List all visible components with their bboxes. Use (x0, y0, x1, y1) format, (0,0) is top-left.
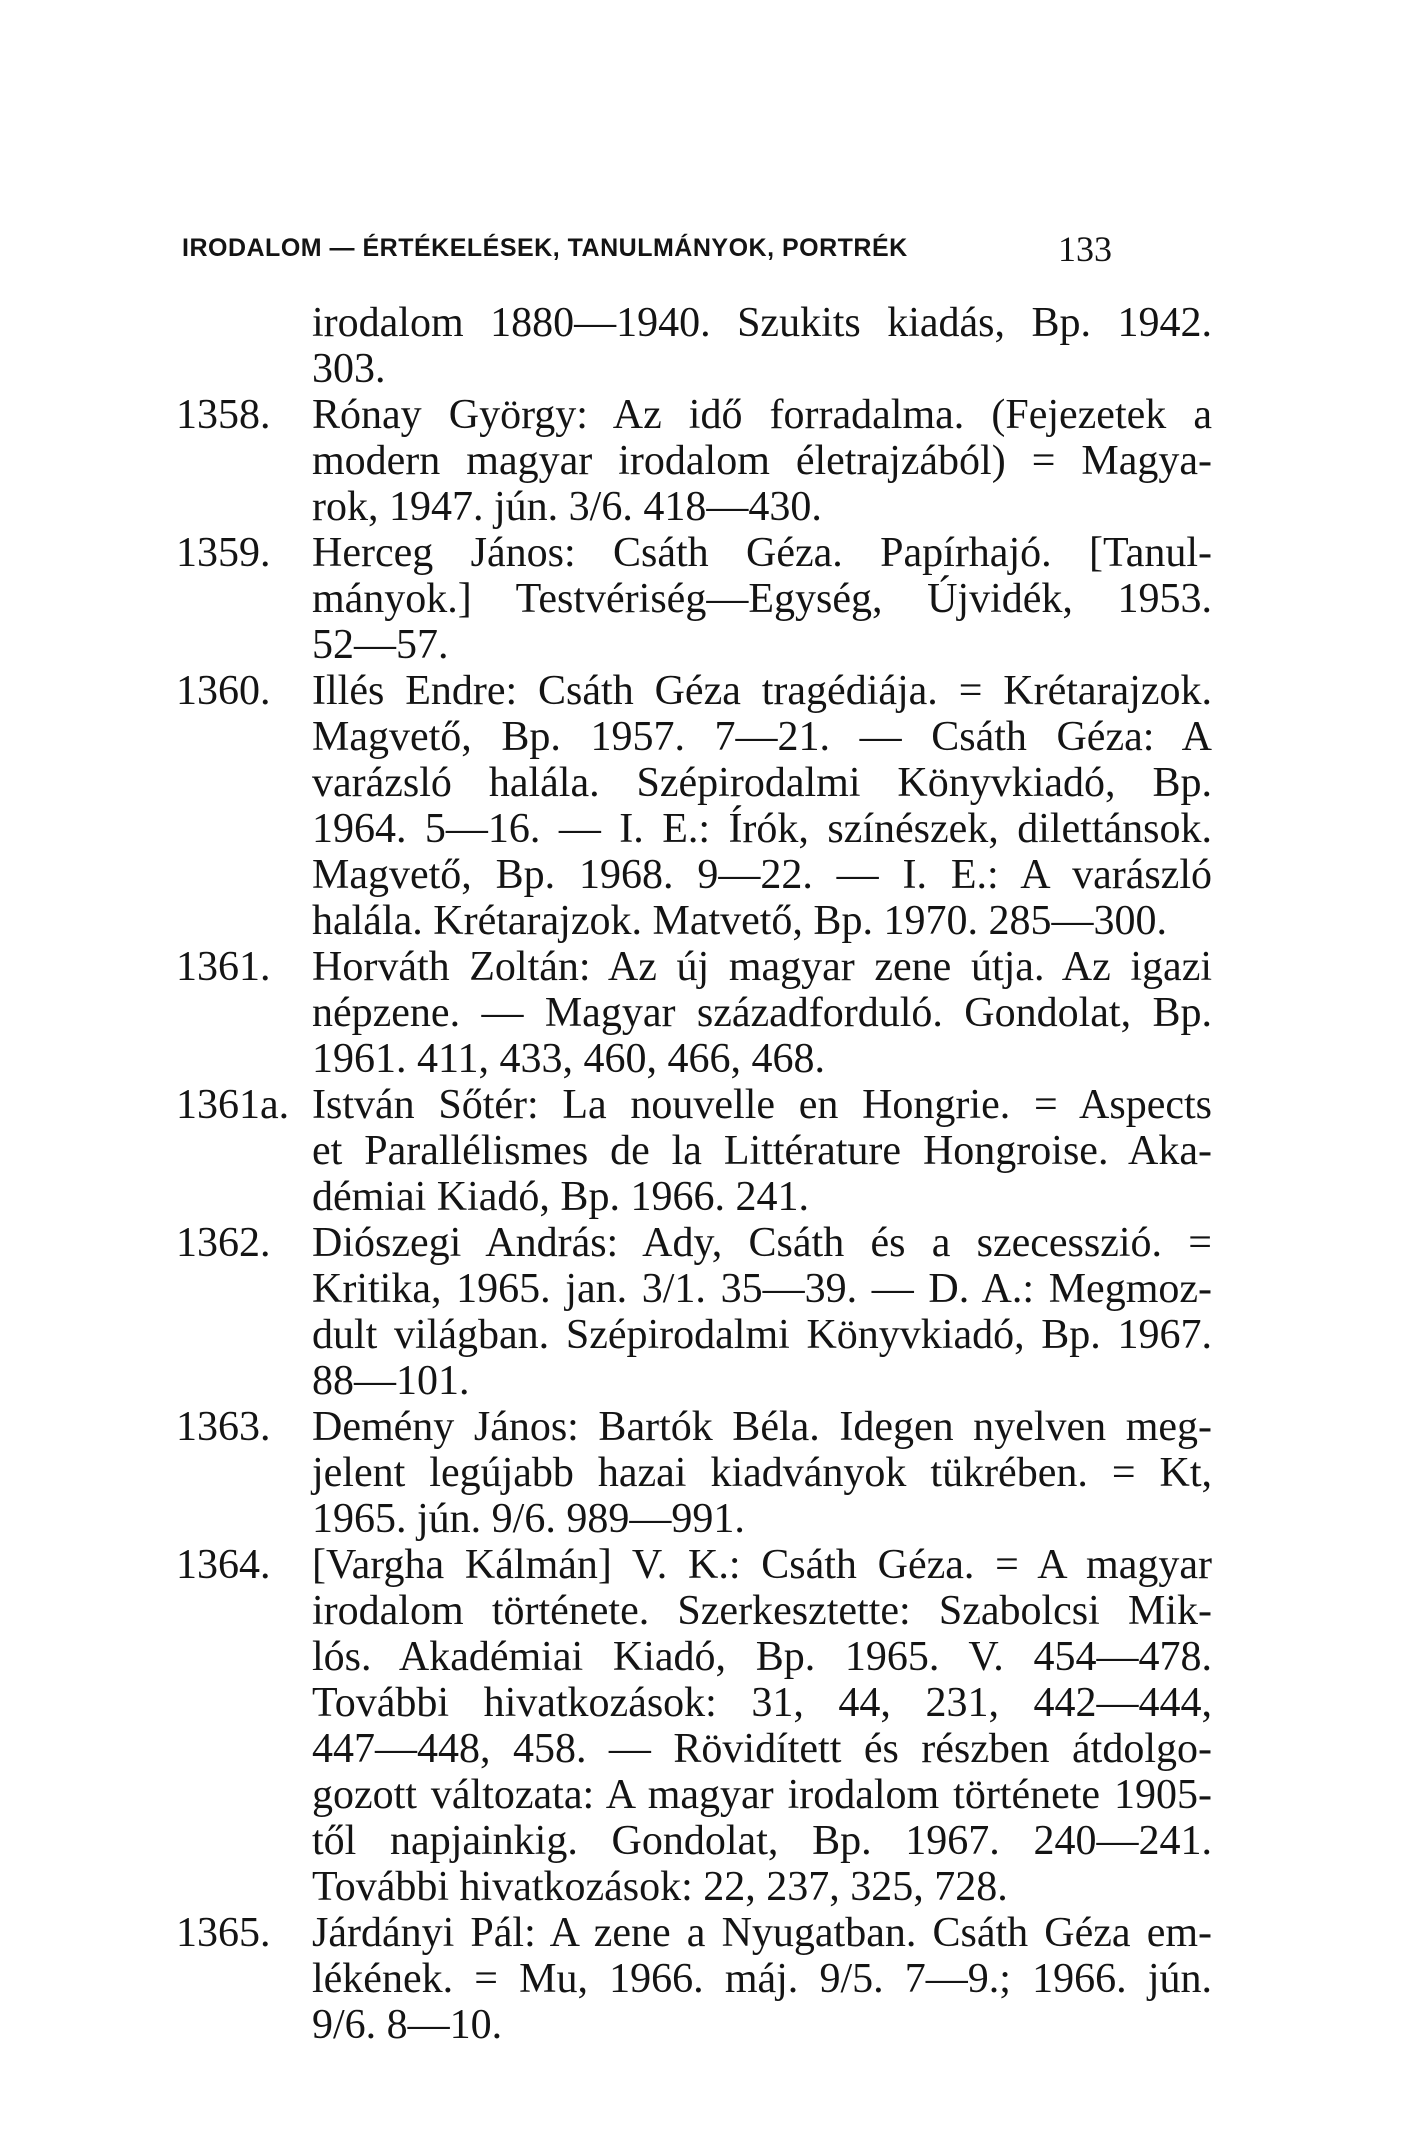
text-line: halála. Krétarajzok. Matvető, Bp. 1970. 285—300. (312, 898, 1167, 944)
entry-number: 1365. (176, 1910, 271, 1956)
bibliography-entry (176, 668, 1212, 944)
text-line: 1964. 5—16. — I. E.: Írók, színészek, dilettánsok. (312, 806, 1212, 852)
entry-text (312, 1910, 1212, 2048)
entry-text (312, 530, 1212, 668)
entry-number: 1361a. (176, 1082, 290, 1128)
text-line: István Sőtér: La nouvelle en Hongrie. = Aspects (312, 1082, 1212, 1128)
text-line: irodalom története. Szerkesztette: Szabolcsi Mik- (312, 1588, 1212, 1634)
text-line: 447—448, 458. — Rövidített és részben átdolgo- (312, 1726, 1212, 1772)
entry-text (312, 392, 1212, 530)
entry-number: 1363. (176, 1404, 271, 1450)
text-line: rok, 1947. jún. 3/6. 418—430. (312, 484, 822, 530)
text-line: 303. (312, 346, 386, 392)
text-line: Magvető, Bp. 1968. 9—22. — I. E.: A varászló (312, 852, 1212, 898)
text-line: Demény János: Bartók Béla. Idegen nyelven meg- (312, 1404, 1212, 1450)
text-line: varázsló halála. Szépirodalmi Könyvkiadó, Bp. (312, 760, 1212, 806)
bibliography-entry (176, 530, 1212, 668)
text-line: 1961. 411, 433, 460, 466, 468. (312, 1036, 825, 1082)
text-line: További hivatkozások: 22, 237, 325, 728. (312, 1864, 1008, 1910)
entry-number: 1364. (176, 1542, 271, 1588)
bibliography-entry (176, 1404, 1212, 1542)
text-line: jelent legújabb hazai kiadványok tükrében. = Kt, (312, 1450, 1212, 1496)
text-line: Illés Endre: Csáth Géza tragédiája. = Krétarajzok. (312, 668, 1212, 714)
text-line: Járdányi Pál: A zene a Nyugatban. Csáth Géza em- (312, 1910, 1212, 1956)
text-line: Diószegi András: Ady, Csáth és a szecesszió. = (312, 1220, 1212, 1266)
bibliography-entry (176, 1910, 1212, 2048)
text-line: [Vargha Kálmán] V. K.: Csáth Géza. = A magyar (312, 1542, 1212, 1588)
text-line: 9/6. 8—10. (312, 2002, 503, 2048)
text-line: lékének. = Mu, 1966. máj. 9/5. 7—9.; 1966. jún. (312, 1956, 1212, 2002)
bibliography-entry (176, 1542, 1212, 1910)
text-line: mányok.] Testvériség—Egység, Újvidék, 1953. (312, 576, 1212, 622)
text-line: től napjainkig. Gondolat, Bp. 1967. 240—241. (312, 1818, 1212, 1864)
entry-number: 1359. (176, 530, 271, 576)
text-line: Magvető, Bp. 1957. 7—21. — Csáth Géza: A (312, 714, 1212, 760)
text-line: gozott változata: A magyar irodalom története 1905- (312, 1772, 1212, 1818)
running-head-title: IRODALOM — ÉRTÉKELÉSEK, TANULMÁNYOK, PORTRÉK (182, 234, 908, 262)
text-line: lós. Akadémiai Kiadó, Bp. 1965. V. 454—478. (312, 1634, 1212, 1680)
bibliography-entry (176, 1082, 1212, 1220)
text-line: Kritika, 1965. jan. 3/1. 35—39. — D. A.: Megmoz- (312, 1266, 1212, 1312)
entry-number: 1362. (176, 1220, 271, 1266)
page-number: 133 (1058, 229, 1112, 269)
text-line: modern magyar irodalom életrajzából) = Magya- (312, 438, 1212, 484)
text-line: Horváth Zoltán: Az új magyar zene útja. Az igazi (312, 944, 1212, 990)
entry-number: 1361. (176, 944, 271, 990)
entry-text (312, 1542, 1212, 1910)
text-line: irodalom 1880—1940. Szukits kiadás, Bp. 1942. (312, 300, 1212, 346)
entry-text (312, 1404, 1212, 1542)
entry-number: 1360. (176, 668, 271, 714)
entry-text (312, 668, 1212, 944)
text-line: 52—57. (312, 622, 449, 668)
bibliography-entry (176, 392, 1212, 530)
text-line: Herceg János: Csáth Géza. Papírhajó. [Tanul- (312, 530, 1212, 576)
bibliography-entry (176, 944, 1212, 1082)
running-head (182, 228, 1112, 272)
text-line: További hivatkozások: 31, 44, 231, 442—444, (312, 1680, 1212, 1726)
bibliography-entry (176, 1220, 1212, 1404)
text-line: dult világban. Szépirodalmi Könyvkiadó, Bp. 1967. (312, 1312, 1212, 1358)
text-line: 88—101. (312, 1358, 470, 1404)
entry-text (312, 1082, 1212, 1220)
entry-number: 1358. (176, 392, 271, 438)
entry-text (312, 944, 1212, 1082)
entry-text (312, 1220, 1212, 1404)
text-line: et Parallélismes de la Littérature Hongroise. Aka- (312, 1128, 1212, 1174)
continued-entry-text (312, 300, 1212, 392)
text-line: népzene. — Magyar századforduló. Gondolat, Bp. (312, 990, 1212, 1036)
text-line: Rónay György: Az idő forradalma. (Fejezetek a (312, 392, 1212, 438)
text-line: 1965. jún. 9/6. 989—991. (312, 1496, 745, 1542)
text-line: démiai Kiadó, Bp. 1966. 241. (312, 1174, 809, 1220)
